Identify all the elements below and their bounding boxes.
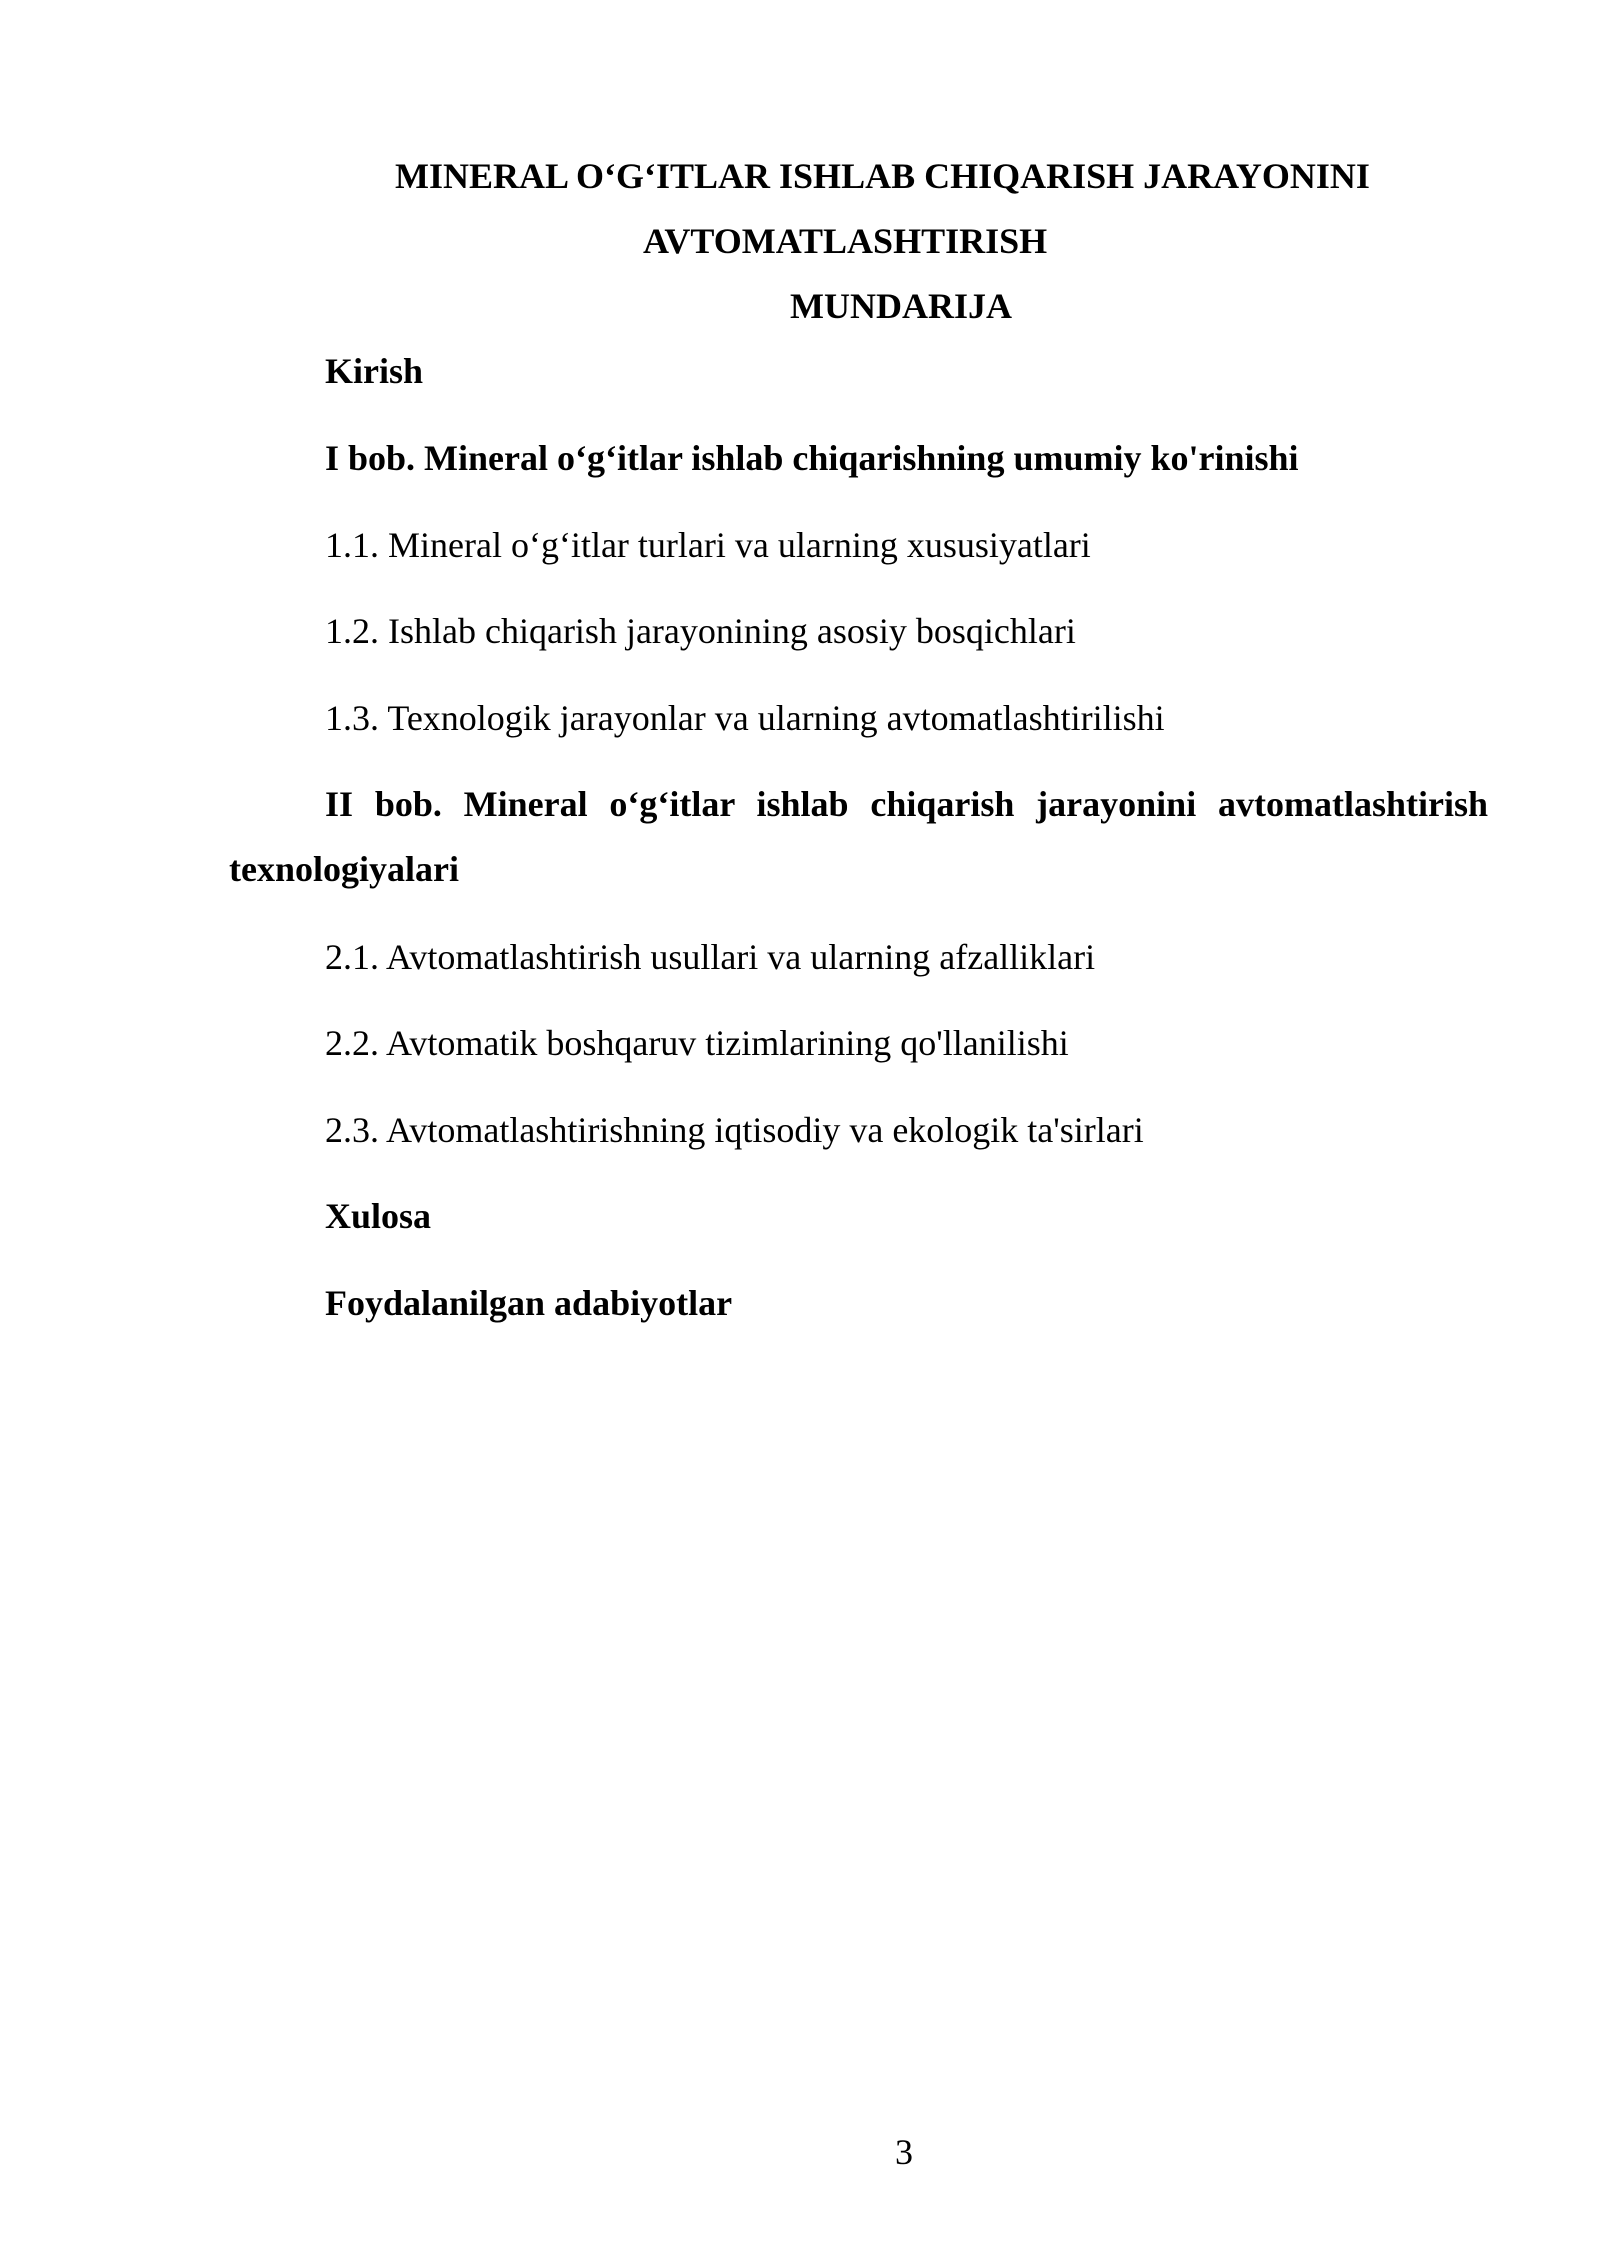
toc-section-1-3: 1.3. Texnologik jarayonlar va ularning avtomatlashtirilishi	[325, 698, 1165, 738]
toc-conclusion: Xulosa	[325, 1196, 432, 1236]
toc-section-1-1: 1.1. Mineral o‘g‘itlar turlari va ularning xususiyatlari	[325, 525, 1091, 565]
page-number: 3	[895, 2132, 913, 2172]
document-title-line-2: AVTOMATLASHTIRISH	[643, 221, 1048, 261]
toc-intro: Kirish	[325, 351, 424, 391]
toc-references: Foydalanilgan adabiyotlar	[325, 1283, 733, 1323]
toc-section-2-2: 2.2. Avtomatik boshqaruv tizimlarining qo'llanilishi	[325, 1023, 1069, 1063]
toc-chapter-2-title-line-1: II bob. Mineral o‘g‘itlar ishlab chiqarish jarayonini avtomatlashtirish	[325, 784, 1488, 824]
toc-section-2-3: 2.3. Avtomatlashtirishning iqtisodiy va ekologik ta'sirlari	[325, 1110, 1144, 1150]
toc-chapter-2-title-line-2: texnologiyalari	[229, 849, 459, 889]
document-title-line-1: MINERAL O‘G‘ITLAR ISHLAB CHIQARISH JARAYONINI	[395, 156, 1370, 196]
toc-section-2-1: 2.1. Avtomatlashtirish usullari va ularning afzalliklari	[325, 937, 1096, 977]
contents-heading: MUNDARIJA	[790, 286, 1012, 326]
toc-section-1-2: 1.2. Ishlab chiqarish jarayonining asosiy bosqichlari	[325, 611, 1076, 651]
toc-chapter-1-title: I bob. Mineral o‘g‘itlar ishlab chiqarishning umumiy ko'rinishi	[325, 438, 1299, 478]
